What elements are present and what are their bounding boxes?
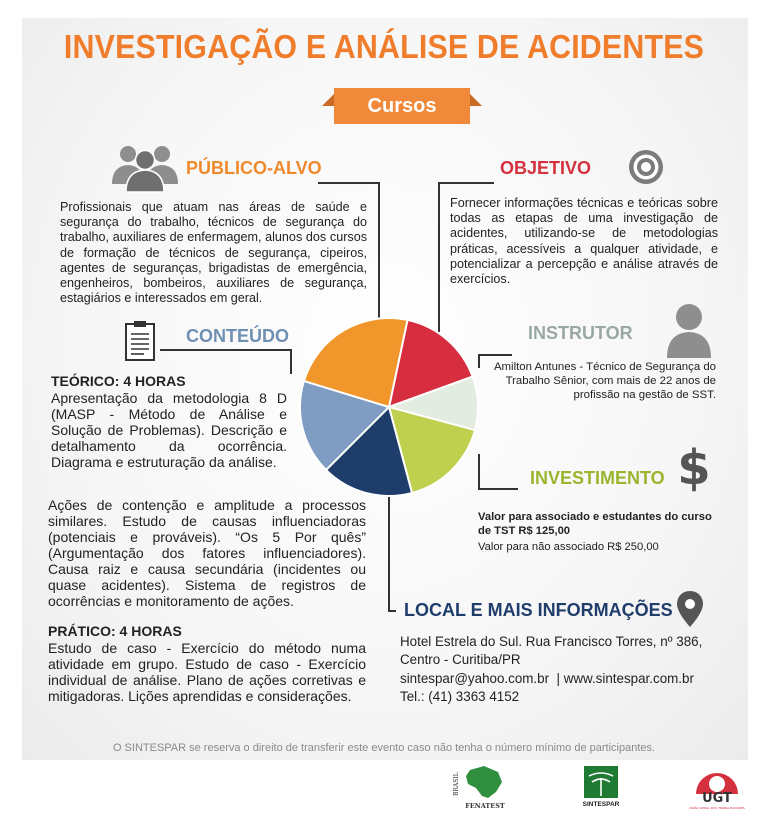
teorico-text-1: Apresentação da metodologia 8 D (MASP - Método de Análise e Solução de Problemas). Descrição e detalhamento da ocorrência. Diagrama e estruturação da análise. <box>51 390 287 470</box>
person-icon <box>664 300 714 358</box>
ugt-subtext: UNIÃO GERAL DOS TRABALHADORES <box>689 806 745 810</box>
teorico-label: TEÓRICO: 4 HORAS <box>51 373 186 389</box>
investimento-line-2: Valor para não associado R$ 250,00 <box>478 541 659 553</box>
footer-disclaimer: O SINTESPAR se reserva o direito de transferir este evento caso não tenha o número mínimo de participantes. <box>112 742 656 754</box>
pie-graphic <box>294 312 484 502</box>
conteudo-heading: CONTEÚDO <box>186 326 289 346</box>
teorico-text-2: Ações de contenção e amplitude a processos similares. Estudo de causas influenciadoras (potenciais e prováveis). “Os 5 Por quês” (Argumentação dos fatores influenciadores). Causa raiz e causa secundária (incidentes ou quase acidentes). Sistema de registros de ocorrências e monitoramento de ações. <box>48 497 366 609</box>
instrutor-heading: INSTRUTOR <box>528 323 633 343</box>
badge-fold-right <box>470 94 482 106</box>
publico-alvo-text: Profissionais que atuam nas áreas de saúde e segurança do trabalho, técnicos de segurança do trabalho, auxiliares de enfermagem, alunos dos cursos de formação de técnicos de segurança, cipeiros, agentes de seguranças, brigadistas de emergência, engenheiros, bombeiros, auxiliares de segurança, estagiários e interessados em geral. <box>60 200 367 306</box>
connector-objetivo-h <box>438 182 494 184</box>
objetivo-heading: OBJETIVO <box>500 158 592 178</box>
objetivo-text: Fornecer informações técnicas e teóricas sobre todas as etapas de uma investigação de acidentes, utilizando-se de metodologias práticas, acessíveis a qualquer atividade, e potencializar a percepção e análise através de exercícios. <box>450 196 718 287</box>
connector-conteudo-h <box>160 349 290 351</box>
sintespar-tree-icon <box>584 766 618 798</box>
page-title: INVESTIGAÇÃO E ANÁLISE DE ACIDENTES <box>63 28 705 65</box>
local-contacts: sintespar@yahoo.com.br | www.sintespar.com.br <box>400 671 694 686</box>
fenatest-logo <box>454 762 512 810</box>
connector-conteudo-v <box>290 349 292 374</box>
pratico-text: Estudo de caso - Exercício do método numa atividade em grupo. Estudo de caso - Exercício individual de análise. Plano de ações corretivas e mitigadoras. Lições aprendidas e considerações. <box>48 640 366 704</box>
local-phone: Tel.: (41) 3363 4152 <box>400 689 520 704</box>
publico-alvo-heading: PÚBLICO-ALVO <box>186 158 322 178</box>
connector-publico-h <box>318 182 380 184</box>
ugt-text: UGT <box>702 791 732 806</box>
dollar-icon <box>674 440 714 496</box>
fenatest-text: FENATEST <box>465 802 505 810</box>
ugt-logo <box>690 758 744 812</box>
target-icon <box>627 148 665 186</box>
connector-investimento-h <box>478 488 518 490</box>
pratico-label: PRÁTICO: 4 HORAS <box>48 623 182 639</box>
cursos-badge: Cursos <box>334 88 470 124</box>
local-heading: LOCAL E MAIS INFORMAÇÕES <box>404 600 673 620</box>
connector-objetivo-v <box>438 182 440 332</box>
map-pin-icon <box>676 590 704 628</box>
connector-publico-v <box>378 182 380 332</box>
sintespar-logo <box>580 766 622 812</box>
clipboard-icon <box>124 320 158 362</box>
fenatest-side-text: BRASIL <box>453 772 460 796</box>
connector-local-h <box>388 610 396 612</box>
badge-fold-left <box>322 94 334 106</box>
local-address: Hotel Estrela do Sul. Rua Francisco Torres, nº 386, Centro - Curitiba/PR <box>400 634 703 667</box>
investimento-heading: INVESTIMENTO <box>530 468 665 488</box>
svg-text:$: $ <box>677 440 711 496</box>
sintespar-text: SINTESPAR <box>582 801 620 808</box>
investimento-line-1: Valor para associado e estudantes do curso de TST R$ 125,00 <box>478 511 712 537</box>
instrutor-text: Amilton Antunes - Técnico de Segurança do Trabalho Sênior, com mais de 22 anos de profissão na gestão de SST. <box>493 361 716 401</box>
people-group-icon <box>106 140 184 192</box>
brazil-map-icon <box>454 762 512 810</box>
